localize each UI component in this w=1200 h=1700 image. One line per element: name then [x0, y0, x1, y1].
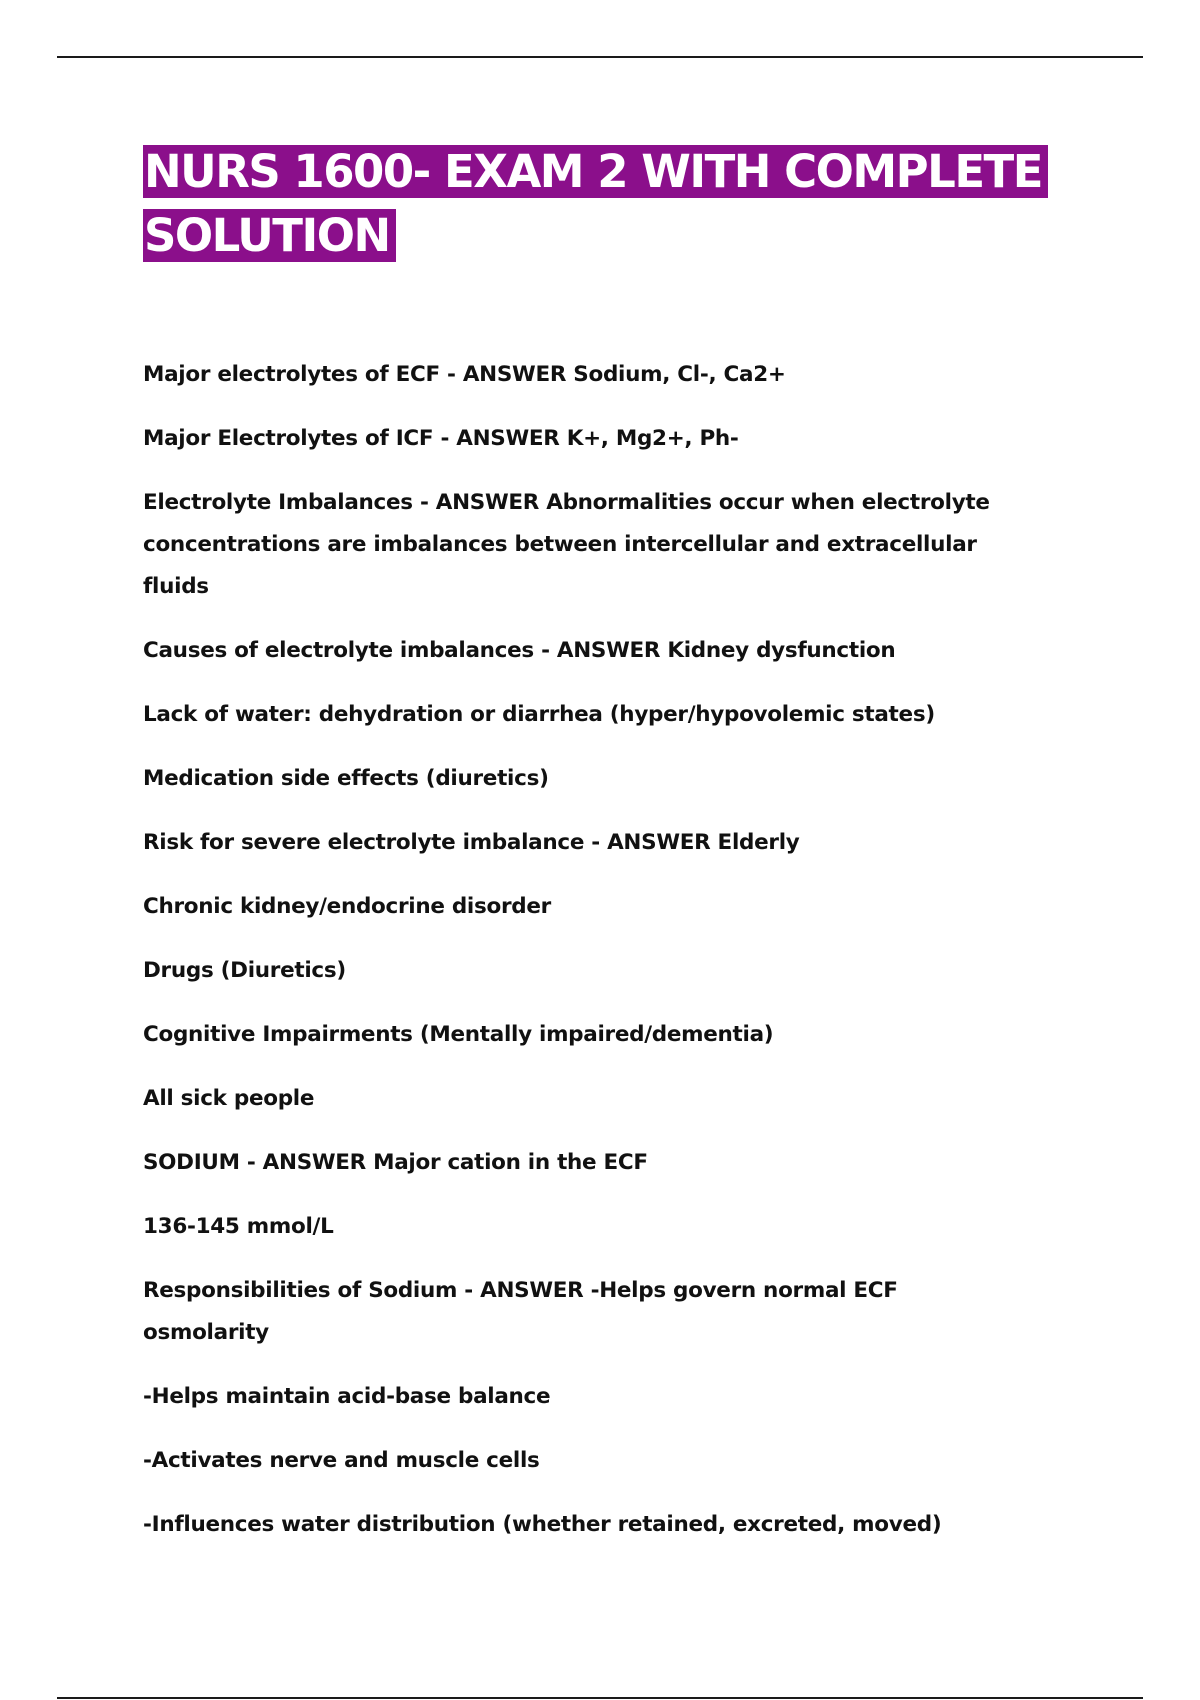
entry-sodium: SODIUM - ANSWER Major cation in the ECF [143, 1150, 648, 1175]
document-title [143, 140, 1043, 268]
entry-icf-electrolytes: Major Electrolytes of ICF - ANSWER K+, Mg2+, Ph- [143, 426, 739, 451]
entry-ecf-electrolytes: Major electrolytes of ECF - ANSWER Sodium, Cl-, Ca2+ [143, 362, 786, 387]
entry-sodium-responsibilities: Responsibilities of Sodium - ANSWER -Helps govern normal ECF osmolarity [143, 1278, 898, 1345]
entry-risk-severe-imbalance: Risk for severe electrolyte imbalance - ANSWER Elderly [143, 830, 800, 855]
entry-acid-base-balance: -Helps maintain acid-base balance [143, 1384, 551, 1409]
bottom-rule [57, 1697, 1143, 1699]
entry-causes-imbalances: Causes of electrolyte imbalances - ANSWER Kidney dysfunction [143, 638, 896, 663]
title-highlight: NURS 1600- EXAM 2 WITH COMPLETE SOLUTION [143, 145, 1048, 262]
entry-water-distribution: -Influences water distribution (whether retained, excreted, moved) [143, 1512, 942, 1537]
entry-sodium-range: 136-145 mmol/L [143, 1214, 334, 1239]
entry-electrolyte-imbalances: Electrolyte Imbalances - ANSWER Abnormalities occur when electrolyte concentrations are imbalances between intercellular and extracellular fluids [143, 490, 990, 599]
entry-nerve-muscle: -Activates nerve and muscle cells [143, 1448, 540, 1473]
document-body [143, 354, 1023, 1568]
entry-cognitive-impairments: Cognitive Impairments (Mentally impaired/dementia) [143, 1022, 774, 1047]
entry-chronic-kidney: Chronic kidney/endocrine disorder [143, 894, 551, 919]
entry-medication-side-effects: Medication side effects (diuretics) [143, 766, 549, 791]
top-rule [57, 56, 1143, 58]
entry-drugs-diuretics: Drugs (Diuretics) [143, 958, 346, 983]
entry-all-sick-people: All sick people [143, 1086, 315, 1111]
entry-lack-of-water: Lack of water: dehydration or diarrhea (hyper/hypovolemic states) [143, 702, 935, 727]
